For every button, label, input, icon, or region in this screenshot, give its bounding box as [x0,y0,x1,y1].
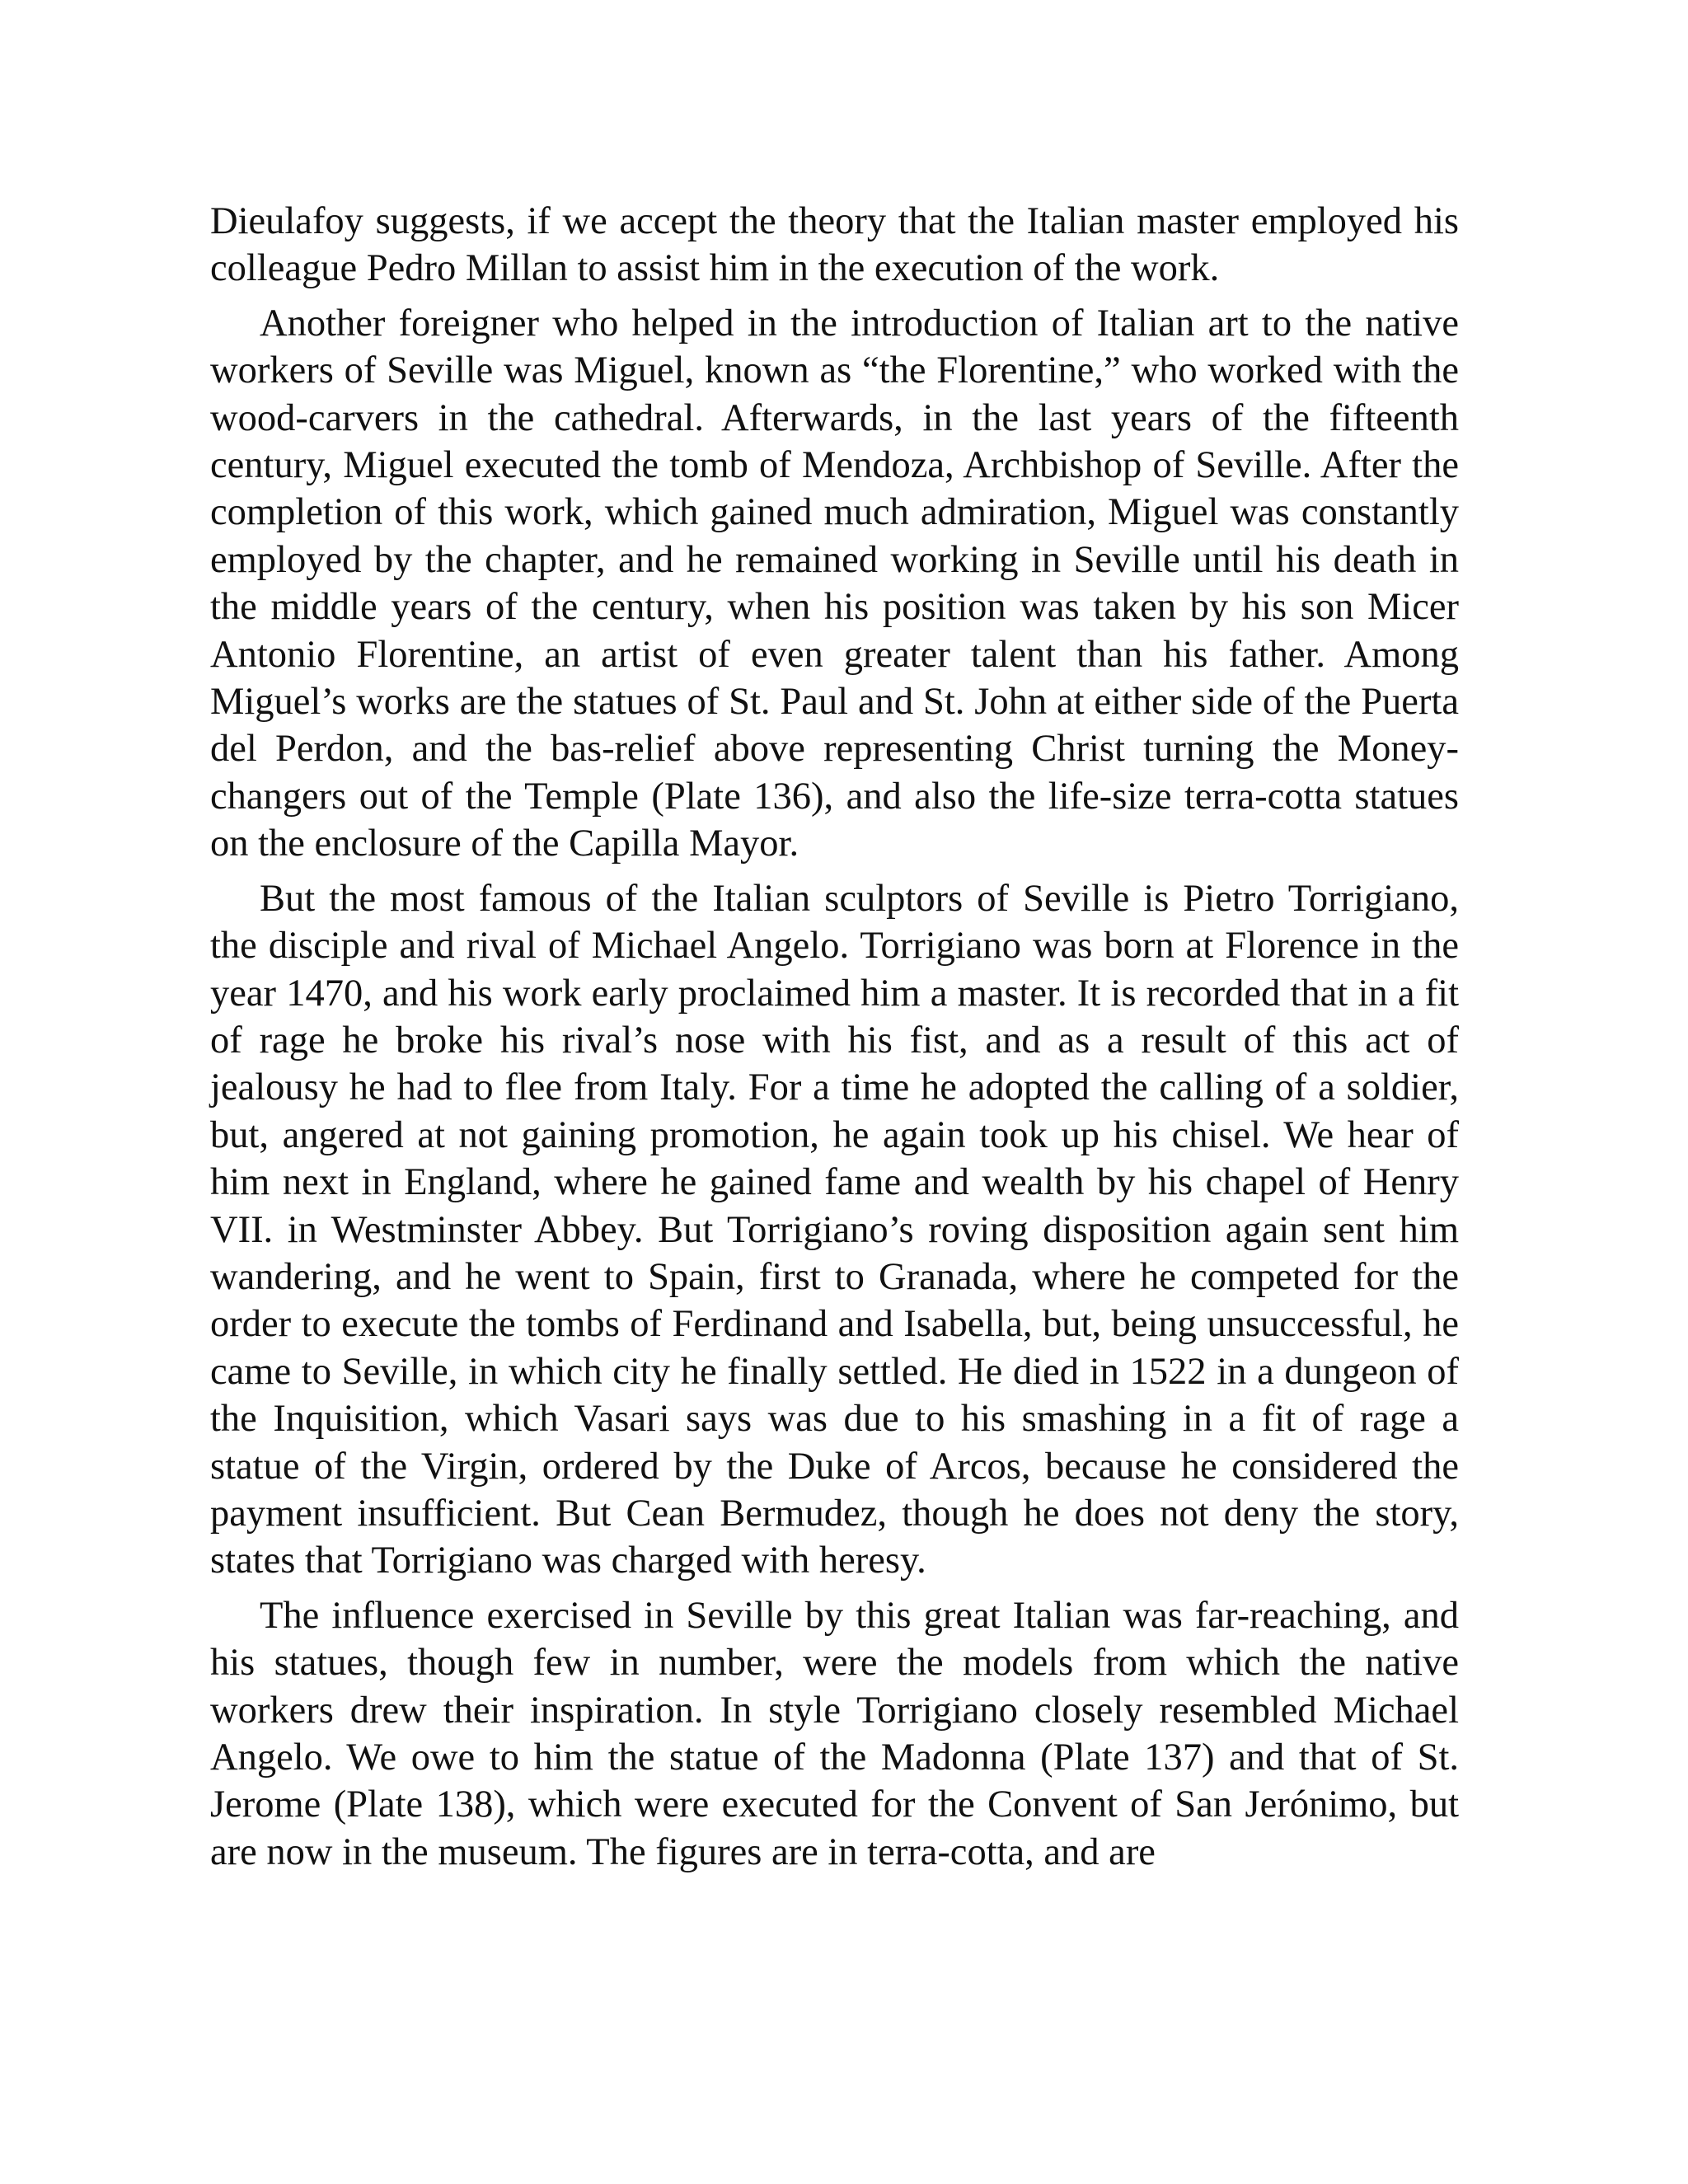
page-body [210,198,1459,1883]
paragraph-torrigiano: But the most famous of the Italian sculptors of Seville is Pietro Torrigiano, the disciple and rival of Michael Angelo. Torrigiano was born at Florence in the year 1470, and his work early proclaimed him a master. It is recorded that in a fit of rage he broke his rival’s nose with his fist, and as a result of this act of jealousy he had to flee from Italy. For a time he adopted the calling of a soldier, but, angered at not gaining promotion, he again took up his chisel. We hear of him next in England, where he gained fame and wealth by his chapel of Henry VII. in Westminster Abbey. But Torrigiano’s roving disposition again sent him wandering, and he went to Spain, first to Granada, where he competed for the order to execute the tombs of Ferdinand and Isabella, but, being unsuccessful, he came to Seville, in which city he finally settled. He died in 1522 in a dungeon of the Inquisition, which Vasari says was due to his smashing in a fit of rage a statue of the Virgin, ordered by the Duke of Arcos, because he considered the payment insufficient. But Cean Bermudez, though he does not deny the story, states that Torrigiano was charged with heresy. [210,877,1459,1582]
paragraph-miguel-florentine: Another foreigner who helped in the introduction of Italian art to the native workers of Seville was Miguel, known as “the Florentine,” who worked with the wood-carvers in the cathedral. Afterwards, in the last years of the fifteenth century, Miguel executed the tomb of Mendoza, Archbishop of Seville. After the completion of this work, which gained much admiration, Miguel was constantly employed by the chapter, and he remained working in Seville until his death in the middle years of the century, when his position was taken by his son Micer Antonio Florentine, an artist of even greater talent than his father. Among Miguel’s works are the statues of St. Paul and St. John at either side of the Puerta del Perdon, and the bas-relief above representing Christ turning the Money-changers out of the Temple (Plate 136), and also the life-size terra-cotta statues on the enclosure of the Capilla Mayor. [210,302,1459,865]
paragraph-influence: The influence exercised in Seville by this great Italian was far-reaching, and his statues, though few in number, were the models from which the native workers drew their inspiration. In style Torrigiano closely resembled Michael Angelo. We owe to him the statue of the Madonna (Plate 137) and that of St. Jerome (Plate 138), which were executed for the Convent of San Jerónimo, but are now in the museum. The figures are in terra-cotta, and are [210,1594,1459,1873]
paragraph-dieulafoy: Dieulafoy suggests, if we accept the theory that the Italian master employed his colleague Pedro Millan to assist him in the execution of the work. [210,200,1459,290]
